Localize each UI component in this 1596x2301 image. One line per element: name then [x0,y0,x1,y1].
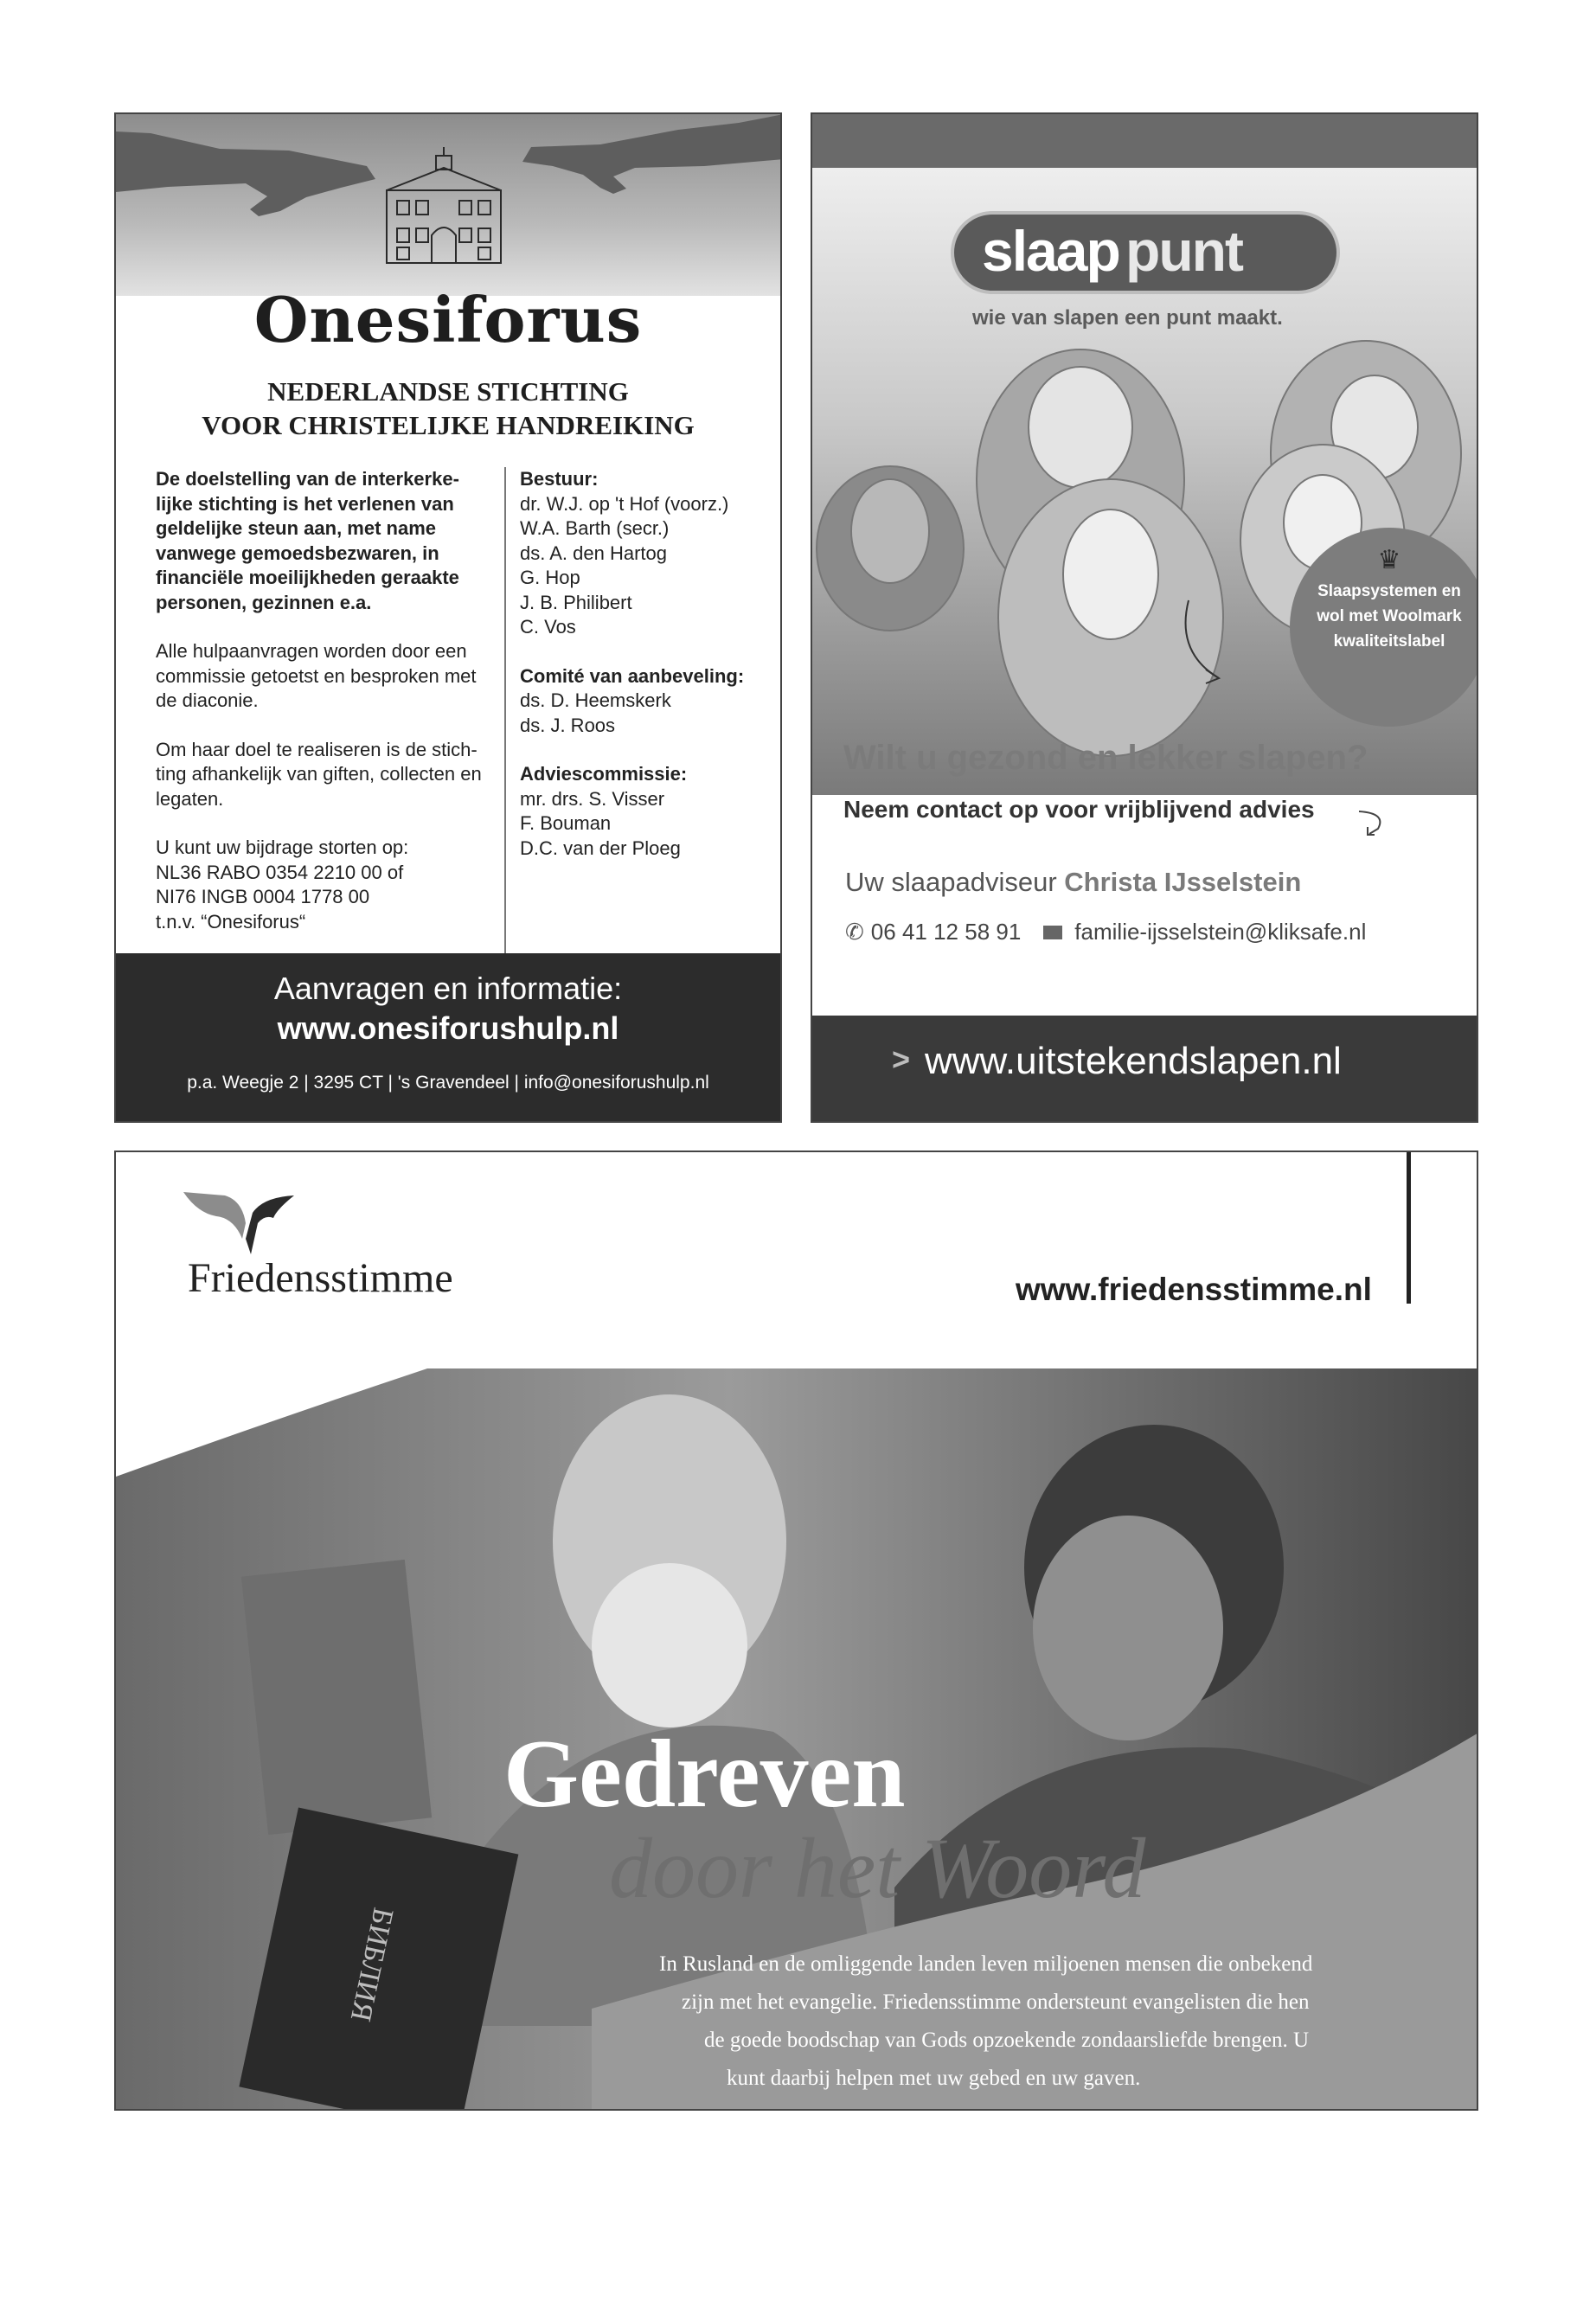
paragraph-funding [156,738,502,812]
text-line: personen, gezinnen e.a. [156,591,372,613]
committee-member: ds. J. Roos [520,714,616,736]
slaappunt-website-link[interactable]: www.uitstekendslapen.nl [925,1040,1342,1082]
text-line: commissie getoetst en besproken met [156,664,477,687]
slaappunt-subheadline: Neem contact op voor vrijblijvend advies [843,796,1315,823]
arrow-icon: > [892,1042,911,1077]
left-column [156,467,502,934]
top-band [812,114,1477,168]
advisory-member: mr. drs. S. Visser [520,787,665,810]
bird-logo-icon [183,1189,296,1256]
committee-member: ds. D. Heemskerk [520,689,671,711]
subtitle-line-1: NEDERLANDSE STICHTING [267,376,629,407]
text-line: vanwege gemoedsbezwaren, in [156,542,439,564]
vertical-rule [1407,1152,1411,1304]
logo-text-slaap: slaap [982,219,1119,283]
footer-address: p.a. Weegje 2 | 3295 CT | 's Gravendeel | info@onesiforushulp.nl [187,1073,709,1093]
text-line: NL36 RABO 0354 2210 00 of [156,861,404,883]
slaappunt-footer [812,1016,1477,1123]
advisory-heading: Adviescommissie: [520,763,688,785]
envelope-icon [1043,926,1062,939]
phone-icon: ✆ [845,919,864,945]
text-line: lijke stichting is het verlenen van [156,492,454,515]
footer-website-link[interactable]: www.onesiforushulp.nl [277,1010,619,1046]
advisory-member: D.C. van der Ploeg [520,836,681,859]
badge-line: kwaliteitslabel [1333,632,1445,651]
board-member: ds. A. den Hartog [520,542,667,564]
board-member: dr. W.J. op 't Hof (voorz.) [520,492,729,515]
advisory-member: F. Bouman [520,812,612,834]
advisor-prefix: Uw slaapadviseur [845,867,1057,897]
badge-line: Slaapsystemen en [1317,582,1461,600]
body-line: In Rusland en de omliggende landen leven miljoenen mensen die onbekend [659,1952,1313,1976]
board-member: G. Hop [520,567,580,588]
badge-line: wol met Woolmark [1317,607,1462,625]
text-line: legaten. [156,787,224,810]
logo-text-punt: punt [1125,219,1242,283]
friedensstimme-ad [114,1150,1478,2111]
woolmark-badge [1290,528,1478,727]
board-member: W.A. Barth (secr.) [520,517,670,539]
text-line: Alle hulpaanvragen worden door een [156,640,467,662]
subtitle-line-2: VOOR CHRISTELIJKE HANDREIKING [202,410,695,440]
crown-icon: ♛ [1377,546,1401,574]
text-line: De doelstelling van de interkerke- [156,468,459,490]
board-member: J. B. Philibert [520,591,632,613]
headline-gedreven: Gedreven [503,1721,906,1828]
text-line: de diaconie. [156,689,259,711]
text-line: financiële moeilijkheden geraakte [156,567,459,588]
text-line: Om haar doel te realiseren is de stich- [156,738,478,760]
advisor-name: Christa IJsselstein [1064,867,1302,897]
text-line: U kunt uw bijdrage storten op: [156,836,409,858]
onesiforus-logo-text: Onesiforus [253,283,643,356]
curved-arrow-icon [1356,804,1390,839]
hands-illustration [116,114,780,296]
paragraph-requests [156,639,502,714]
book-title: БИБЛИЯ [343,1905,400,2024]
body-line: de goede boodschap van Gods opzoekende zondaarsliefde brengen. U [704,2029,1310,2052]
advisor-line [845,867,1301,898]
friedensstimme-website-link[interactable]: www.friedensstimme.nl [1016,1272,1372,1307]
text-line: ting afhankelijk van giften, collecten en [156,763,482,785]
phone-number[interactable]: 06 41 12 58 91 [870,919,1022,945]
board-heading: Bestuur: [520,468,599,490]
text-line: geldelijke steun aan, met name [156,517,437,539]
slaappunt-headline: Wilt u gezond en lekker slapen? [843,739,1368,777]
hands-building-graphic [116,114,782,296]
footer-info-label: Aanvragen en informatie: [273,971,623,1006]
text-line: t.n.v. “Onesiforus“ [156,910,306,933]
slaappunt-ad [811,112,1478,1123]
contact-line [845,919,1366,945]
text-line: NI76 INGB 0004 1778 00 [156,886,370,907]
body-line: zijn met het evangelie. Friedensstimme ondersteunt evangelisten die hen [682,1990,1310,2014]
onesiforus-ad [114,112,782,1123]
board-member: C. Vos [520,616,576,638]
body-line: kunt daarbij helpen met uw gebed en uw gaven. [727,2067,1141,2090]
paragraph-bank-details [156,836,502,934]
onesiforus-footer [116,953,780,1123]
paragraph-goal [156,467,502,615]
email-address[interactable]: familie-ijsselstein@kliksafe.nl [1074,919,1367,945]
friedensstimme-logo-text: Friedensstimme [188,1255,453,1301]
committee-heading: Comité van aanbeveling: [520,664,745,687]
headline-door-het-woord: door het Woord [609,1820,1146,1916]
right-column [520,467,779,861]
slaappunt-tagline: wie van slapen een punt maakt. [972,306,1283,330]
slaappunt-logo [951,211,1340,294]
